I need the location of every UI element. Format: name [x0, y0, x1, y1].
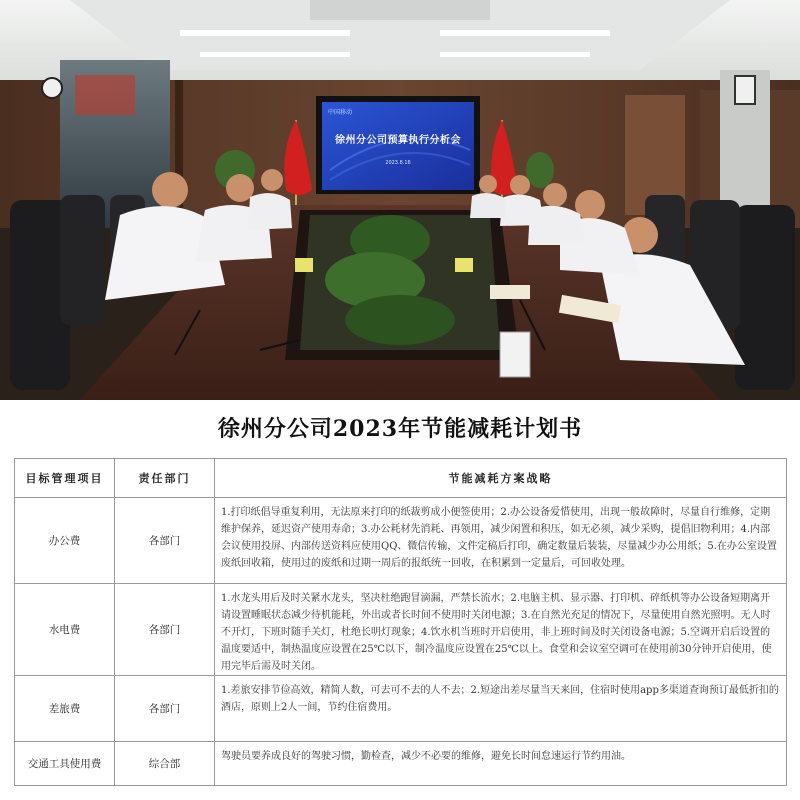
row-dept: 各部门 [115, 676, 215, 742]
row-strategy: 1.差旅安排节俭高效，精简人数，可去可不去的人不去；2.短途出差尽量当天来回，住宿时使用app多渠道查询预订最低折扣的酒店，原则上2人一间，节约住宿费用。 [215, 676, 787, 742]
screen-date: 2023.8.16 [385, 159, 411, 166]
screen-logo: 中国移动 [328, 109, 353, 116]
row-dept: 综合部 [115, 742, 215, 786]
row-item: 水电费 [15, 584, 115, 676]
table-header-row [15, 459, 787, 498]
table-row [15, 742, 787, 786]
plan-table [14, 458, 787, 786]
plan-document [0, 400, 800, 800]
row-item: 办公费 [15, 498, 115, 584]
row-dept: 各部门 [115, 584, 215, 676]
header-target-item: 目标管理项目 [15, 459, 115, 498]
screen-meeting-title: 徐州分公司预算执行分析会 [335, 134, 461, 146]
row-item: 交通工具使用费 [15, 742, 115, 786]
table-row [15, 584, 787, 676]
table-row [15, 676, 787, 742]
row-dept: 各部门 [115, 498, 215, 584]
header-strategy: 节能减耗方案战略 [215, 459, 787, 498]
row-strategy: 1.水龙头用后及时关紧水龙头，坚决杜绝跑冒滴漏，严禁长流水；2.电脑主机、显示器、打印机、碎纸机等办公设备短期离开请设置睡眠状态减少待机能耗，外出或者长时间不使用时关闭电源；3.在自然光充足的情况下，尽量使用自然光照明。无人时不开灯，下班时随手关灯，杜绝长明灯现象；4.饮水机当班时开启使用，非上班时间及时关闭设备电源；5.空调开启后设置的温度要适中，制热温度应设置在25℃以下，制冷温度应设置在25℃以上。食堂和会议室空调可在使用前30分钟开启使用，使用完毕后需及时关闭。 [215, 584, 787, 676]
row-strategy: 1.打印纸倡导重复利用，无法原来打印的纸裁剪成小便签使用；2.办公设备爱惜使用，出现一般故障时，尽量自行维修，定期维护保养，延迟资产使用寿命；3.办公耗材先消耗、再领用，减少闲置和积压，如无必须，减少采购，提倡旧物利用；4.内部会议使用投屏、内部传送资料应使用QQ、微信传输，文件定稿后打印，确定数量后装装，尽量减少办公用纸；5.在办公室设置废纸回收箱，使用过的废纸和过期一周后的报纸统一回收，在积累到一定量后，可回收处理。 [215, 498, 787, 584]
row-item: 差旅费 [15, 676, 115, 742]
row-strategy: 驾驶员要养成良好的驾驶习惯，勤检查，减少不必要的维修，避免长时间怠速运行节约用油。 [215, 742, 787, 786]
document-title: 徐州分公司2023年节能减耗计划书 [217, 416, 583, 442]
header-responsible-dept: 责任部门 [115, 459, 215, 498]
table-row [15, 498, 787, 584]
